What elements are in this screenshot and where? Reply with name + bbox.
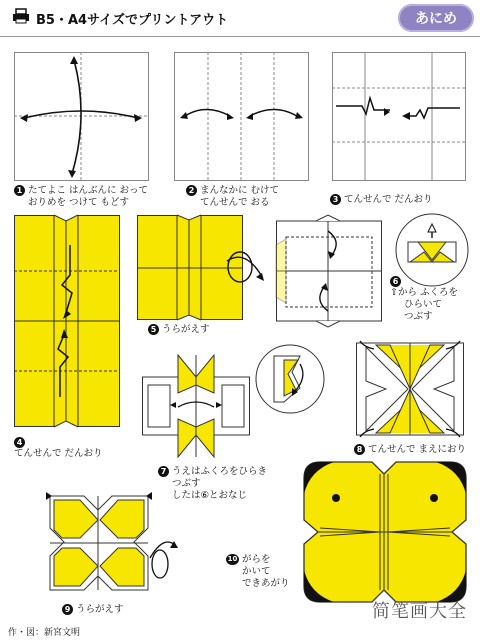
eye-left [332,494,340,502]
step7-text-line3: したは⑥とおなじ [172,490,248,501]
step10-finished-diagram [300,458,470,606]
step10-text-line1: がらを [242,554,271,565]
step6-diagram [276,215,382,327]
step3-diagram [332,52,466,182]
step-number-6: 6 [390,276,401,287]
step4-text-line1: てんせんで だんおり [14,448,103,459]
step9-flip-arrow [144,534,182,584]
header-divider [0,36,480,37]
step1-text-line1: たてよこ はんぶんに おって [28,185,149,196]
step6-caption [390,276,458,323]
step7-caption [158,466,267,502]
step9-diagram [44,490,154,600]
step7-diagram [142,355,250,457]
step3-caption [330,194,433,206]
step2-text-line1: まんなかに むけて [200,185,280,196]
step5-caption [148,324,210,336]
step8-caption [354,444,466,456]
step10-text-line2: かいて [242,566,271,577]
step-number-1: 1 [14,185,25,196]
step2-text-line2: てんせんで おる [200,197,270,208]
step9-caption [62,604,124,616]
step2-caption [186,185,279,209]
step-number-9: 9 [62,604,73,615]
step-number-3: 3 [330,194,341,205]
step9-text-line1: うらがえす [76,604,124,615]
step-number-8: 8 [354,444,365,455]
step1-caption [14,185,148,209]
step10-caption [226,554,290,590]
eye-right [430,494,438,502]
step-number-7: 7 [158,466,169,477]
step1-text-line2: おりめを つけて もどす [28,197,130,208]
step2-diagram [174,52,309,182]
page-title: B5・A4サイズでプリントアウト [36,13,229,28]
step6-text-line1: ⇧から ふくろを [390,287,458,298]
step10-text-line3: できあがり [242,578,290,589]
step-number-2: 2 [186,185,197,196]
step5-diagram [137,215,273,320]
step7-text-line2: つぶす [172,478,201,489]
step7-inset [254,338,326,420]
step-number-5: 5 [148,324,159,335]
step6-text-line3: つぶす [404,311,433,322]
step-number-10: 10 [227,555,238,563]
step8-diagram [356,337,464,441]
step6-text-line2: ひらいて [404,299,443,310]
step8-text-line1: てんせんで まえにおり [368,444,467,455]
watermark: 简笔画大全 [372,601,467,622]
anime-button[interactable]: あにめ [398,4,474,32]
step-number-4: 4 [14,437,25,448]
step7-text-line1: うえはふくろをひらき [172,466,268,477]
step1-diagram [14,52,149,182]
step4-caption [14,437,103,460]
step3-text-line1: てんせんで だんおり [344,194,433,205]
step5-text-line1: うらがえす [162,324,210,335]
author-credit: 作・図：新宮文明 [8,628,81,638]
printer-icon[interactable] [12,8,30,24]
step4-diagram [14,215,120,427]
